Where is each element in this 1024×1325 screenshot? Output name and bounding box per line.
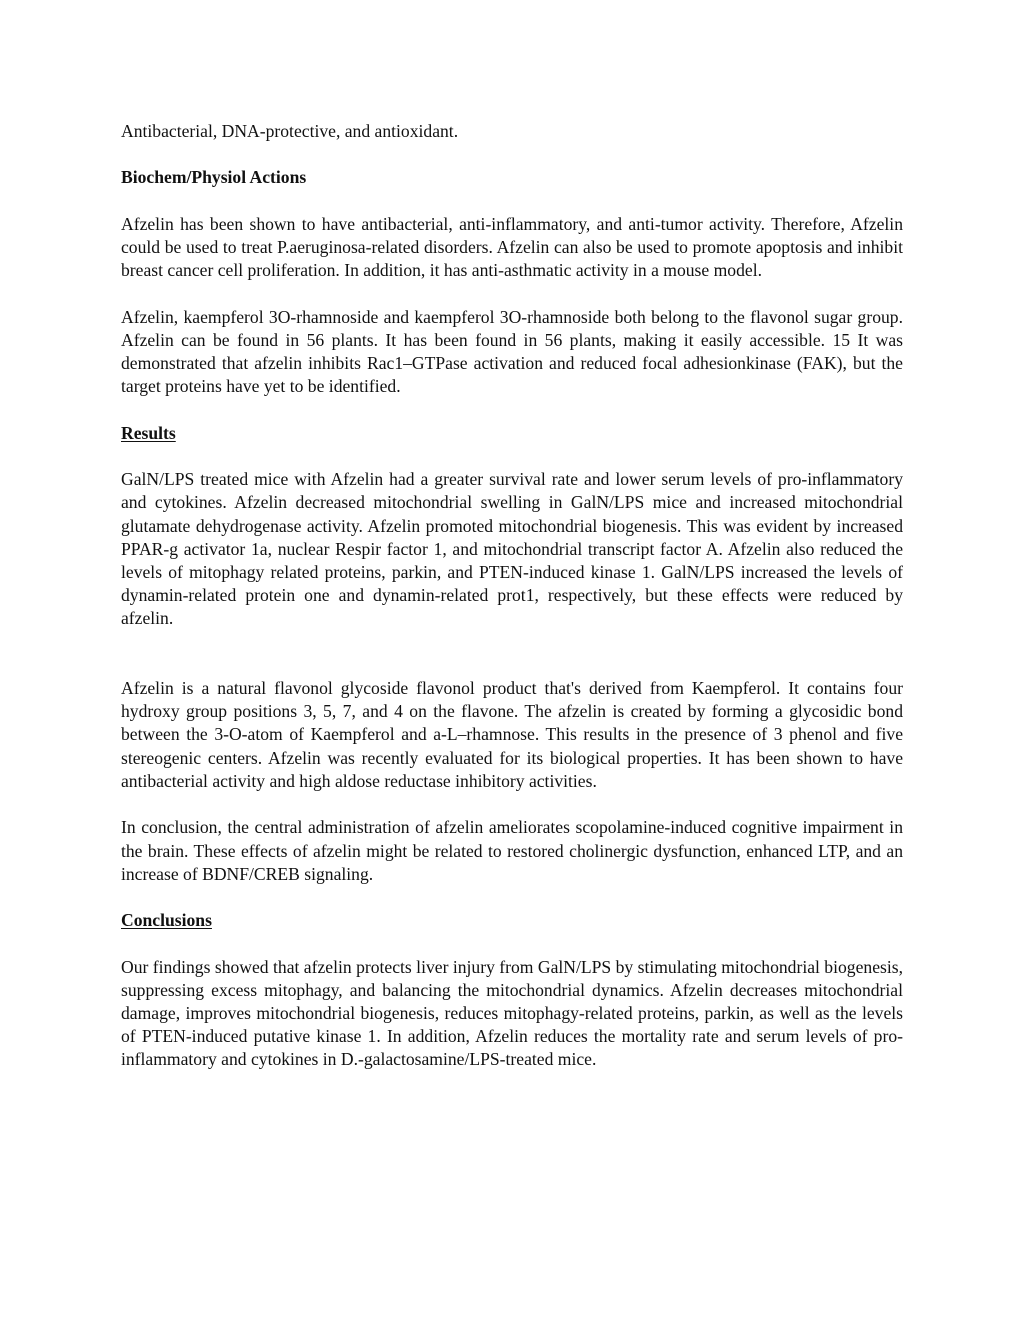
paragraph-biochem-activity: Afzelin has been shown to have antibacterial, anti-inflammatory, and anti-tumor activity. Therefore, Afzelin could be used to treat P.aeruginosa-related disorders. Afzelin can also be used to promote apoptosis and inhibit breast cancer cell proliferation. In addition, it has anti-asthmatic activity in a mouse model.	[121, 213, 903, 281]
document-page	[121, 120, 903, 1072]
intro-line: Antibacterial, DNA-protective, and antioxidant.	[121, 121, 459, 141]
heading-biochem-physiol-actions: Biochem/Physiol Actions	[121, 167, 307, 188]
heading-results: Results	[121, 422, 176, 443]
paragraph-conclusions-findings: Our findings showed that afzelin protects liver injury from GalN/LPS by stimulating mitochondrial biogenesis, suppressing excess mitophagy, and balancing the mitochondrial dynamics. Afzelin decreases mitochondrial damage, improves mitochondrial biogenesis, reduces mitophagy-related proteins, parkin, as well as the levels of PTEN-induced putative kinase 1. In addition, Afzelin reduces the mortality rate and serum levels of pro-inflammatory and cytokines in D.-galactosamine/LPS-treated mice.	[121, 956, 903, 1070]
paragraph-results-natural-flavonol: Afzelin is a natural flavonol glycoside flavonol product that's derived from Kaempferol. It contains four hydroxy group positions 3, 5, 7, and 4 on the flavone. The afzelin is created by forming a glycosidic bond between the 3-O-atom of Kaempferol and a-L–rhamnose. This results in the presence of 3 phenol and five stereogenic centers. Afzelin was recently evaluated for its biological properties. It has been shown to have antibacterial activity and high aldose reductase inhibitory activities.	[121, 678, 903, 791]
paragraph-biochem-flavonol: Afzelin, kaempferol 3O-rhamnoside and kaempferol 3O-rhamnoside both belong to the flavonol sugar group. Afzelin can be found in 56 plants. It has been found in 56 plants, making it easily accessible. 15 It was demonstrated that afzelin inhibits Rac1–GTPase activation and reduced focal adhesionkinase (FAK), but the target proteins have yet to be identified.	[121, 306, 903, 397]
paragraph-results-conclusion: In conclusion, the central administration of afzelin ameliorates scopolamine-induced cognitive impairment in the brain. These effects of afzelin might be related to restored cholinergic dysfunction, enhanced LTP, and an increase of BDNF/CREB signaling.	[121, 817, 903, 884]
paragraph-results-galn-lps: GalN/LPS treated mice with Afzelin had a greater survival rate and lower serum levels of pro-inflammatory and cytokines. Afzelin decreased mitochondrial swelling in GalN/LPS mice and increased mitochondrial glutamate dehydrogenase activity. Afzelin promoted mitochondrial biogenesis. This was evident by increased PPAR-g activator 1a, nuclear Respir factor 1, and mitochondrial transcript factor A. Afzelin also reduced the levels of mitophagy related proteins, parkin, and PTEN-induced kinase 1. GalN/LPS increased the levels of dynamin-related protein one and dynamin-related prot1, respectively, but these effects were reduced by afzelin.	[121, 469, 903, 629]
heading-conclusions: Conclusions	[121, 910, 212, 931]
